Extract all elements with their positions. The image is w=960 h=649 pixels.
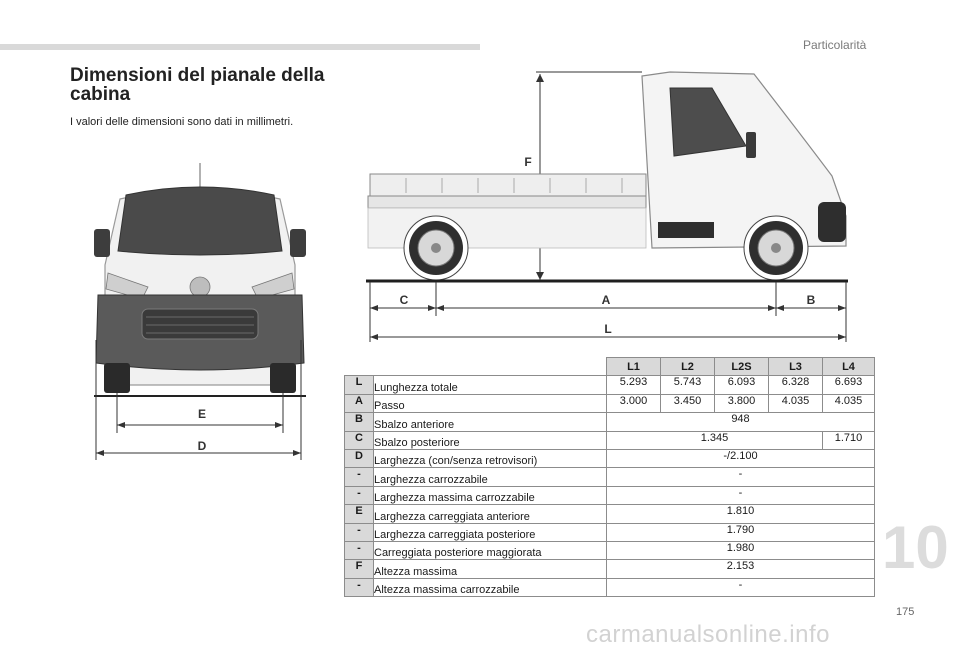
chapter-number: 10 <box>882 514 949 581</box>
row-key: E <box>345 505 374 523</box>
cell-value: - <box>607 468 875 486</box>
cell-value: 3.000 <box>607 394 661 412</box>
cell-value: 948 <box>607 413 875 431</box>
row-description: Sbalzo posteriore <box>374 431 607 449</box>
dim-label-l: L <box>604 322 612 336</box>
dimensions-table <box>344 357 875 597</box>
cell-value: 6.693 <box>823 376 875 394</box>
col-header-l1: L1 <box>607 358 661 376</box>
table-row <box>345 505 875 523</box>
cell-value: 6.093 <box>715 376 769 394</box>
row-description: Lunghezza totale <box>374 376 607 394</box>
table-row <box>345 486 875 504</box>
cell-value: 4.035 <box>823 394 875 412</box>
row-key: C <box>345 431 374 449</box>
col-header-l4: L4 <box>823 358 875 376</box>
cell-value: 3.450 <box>661 394 715 412</box>
van-side-illustration <box>362 66 856 346</box>
row-description: Larghezza carreggiata posteriore <box>374 523 607 541</box>
dim-label-e: E <box>197 407 207 421</box>
cell-value: 1.810 <box>607 505 875 523</box>
row-key: D <box>345 449 374 467</box>
cell-value: - <box>607 486 875 504</box>
cell-value: 5.743 <box>661 376 715 394</box>
dim-label-b: B <box>806 293 816 307</box>
row-description: Altezza massima carrozzabile <box>374 578 607 596</box>
row-description: Altezza massima <box>374 560 607 578</box>
cell-value: 5.293 <box>607 376 661 394</box>
row-description: Carreggiata posteriore maggiorata <box>374 541 607 559</box>
table-row <box>345 578 875 596</box>
row-description: Sbalzo anteriore <box>374 413 607 431</box>
van-front-illustration <box>90 155 310 465</box>
row-key: - <box>345 468 374 486</box>
row-description: Passo <box>374 394 607 412</box>
page-title: Dimensioni del pianale della cabina <box>70 65 325 105</box>
dim-label-f: F <box>524 155 532 169</box>
row-key: - <box>345 486 374 504</box>
section-label: Particolarità <box>803 38 867 52</box>
page-subtitle: I valori delle dimensioni sono dati in millimetri. <box>70 116 294 128</box>
table-row <box>345 431 875 449</box>
table-header-row <box>345 358 875 376</box>
row-key: A <box>345 394 374 412</box>
cell-value: -/2.100 <box>607 449 875 467</box>
row-key: L <box>345 376 374 394</box>
table-row <box>345 376 875 394</box>
table-row <box>345 394 875 412</box>
cell-value: 1.345 <box>607 431 823 449</box>
table-row <box>345 468 875 486</box>
row-key: - <box>345 541 374 559</box>
cell-value: 4.035 <box>769 394 823 412</box>
dim-label-a: A <box>601 293 611 307</box>
table-row <box>345 541 875 559</box>
cell-value: 1.790 <box>607 523 875 541</box>
row-key: B <box>345 413 374 431</box>
table-row <box>345 560 875 578</box>
page-number: 175 <box>896 606 915 618</box>
col-header-l3: L3 <box>769 358 823 376</box>
table-row <box>345 413 875 431</box>
table-row <box>345 449 875 467</box>
watermark: carmanualsonline.info <box>586 621 830 648</box>
cell-value: 3.800 <box>715 394 769 412</box>
cell-value: 1.980 <box>607 541 875 559</box>
cell-value: 6.328 <box>769 376 823 394</box>
col-header-l2: L2 <box>661 358 715 376</box>
dim-label-c: C <box>399 293 409 307</box>
row-description: Larghezza massima carrozzabile <box>374 486 607 504</box>
col-header-l2s: L2S <box>715 358 769 376</box>
row-key: - <box>345 523 374 541</box>
row-key: F <box>345 560 374 578</box>
row-key: - <box>345 578 374 596</box>
row-description: Larghezza (con/senza retrovisori) <box>374 449 607 467</box>
cell-value: - <box>607 578 875 596</box>
row-description: Larghezza carreggiata anteriore <box>374 505 607 523</box>
cell-value-l4: 1.710 <box>823 431 875 449</box>
header-bar <box>0 44 480 50</box>
row-description: Larghezza carrozzabile <box>374 468 607 486</box>
table-row <box>345 523 875 541</box>
dim-label-d: D <box>197 439 207 453</box>
cell-value: 2.153 <box>607 560 875 578</box>
